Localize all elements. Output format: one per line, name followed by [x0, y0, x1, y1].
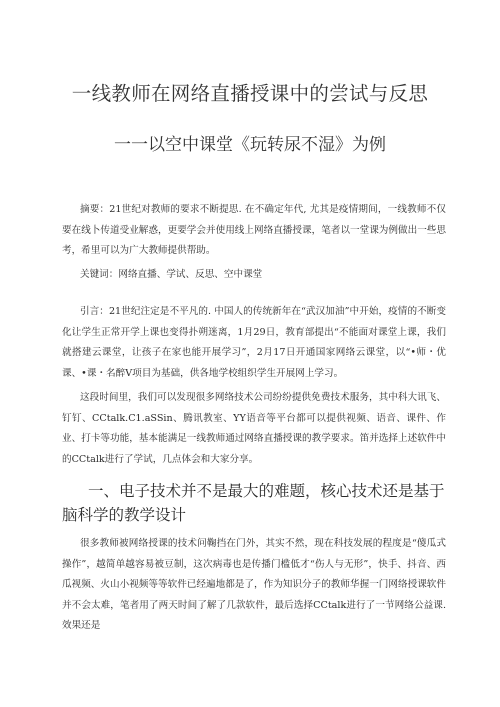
body-paragraph-1: 这段时间里，我们可以发现很多网络技术公司纷纷提供免费技术服务，其中科大讯飞、钉钉、CCtalk.C1.aSSin、腾讯教室、YY语音等平台都可以提供视频、语音、课件、作业、打卡等功能，基本能满足一线教师通过网络直播授课的教学要求。笛并选择上述软件中的CCtalk进行了学试，几点体会和大家分享。 — [62, 392, 446, 465]
body-paragraph-2: 很多教师被网络授课的技术问鞠挡在门外，其实不然，现在科技发展的程度是“傻瓜式操作”，越简单越容易被豆制，这次病毒也是传播门槛低才“伤人与无形”，快手、抖音、西瓜视频、火山小视频等等软件已经遍地都是了，作为知识分子的教师华握一门网络授课软件并不会太难，笔者用了两天时间了解了几款软件，最后选择CCtalk进行了一节网络公益课. 效果还是 — [62, 538, 446, 631]
section-heading-1: 一、电子技术并不是最大的难题，核心技术还是基于脑科学的教学设计 — [62, 482, 445, 524]
keywords-paragraph: 关键词：网络直播、学试、反思、空中课堂 — [80, 269, 263, 280]
intro-paragraph: 引言：21世纪注定是不平凡的. 中国人的传统新年在“武汉加油”中开始，疫情的不断变化让学生正常开学上课也变得扑朔迷离，1月29日，教育部提出“不能面对课堂上课，我们就搭建云课堂，让孩子在家也能开展学习”，2月17日开通国家网络云课堂，以“•师・优课、•课・名醉V项目为基础，供各地学校组织学生开展网上学习。 — [62, 306, 446, 379]
document-title: 一线教师在网络直播授课中的尝试与反思 — [71, 82, 429, 105]
abstract-paragraph: 摘要：21世纪对教师的要求不断提思. 在不确定年代, 尤其是疫情期间，一线教师不仅要在线卜传道受业解惑，更要学会并使用线上网络直播授课，笔者以一堂课为例做出一些思考，希里可以为广大教师提供帮助。 — [62, 204, 446, 256]
document-subtitle: 一一以空中课堂《玩转尿不湿》为例 — [114, 135, 386, 155]
